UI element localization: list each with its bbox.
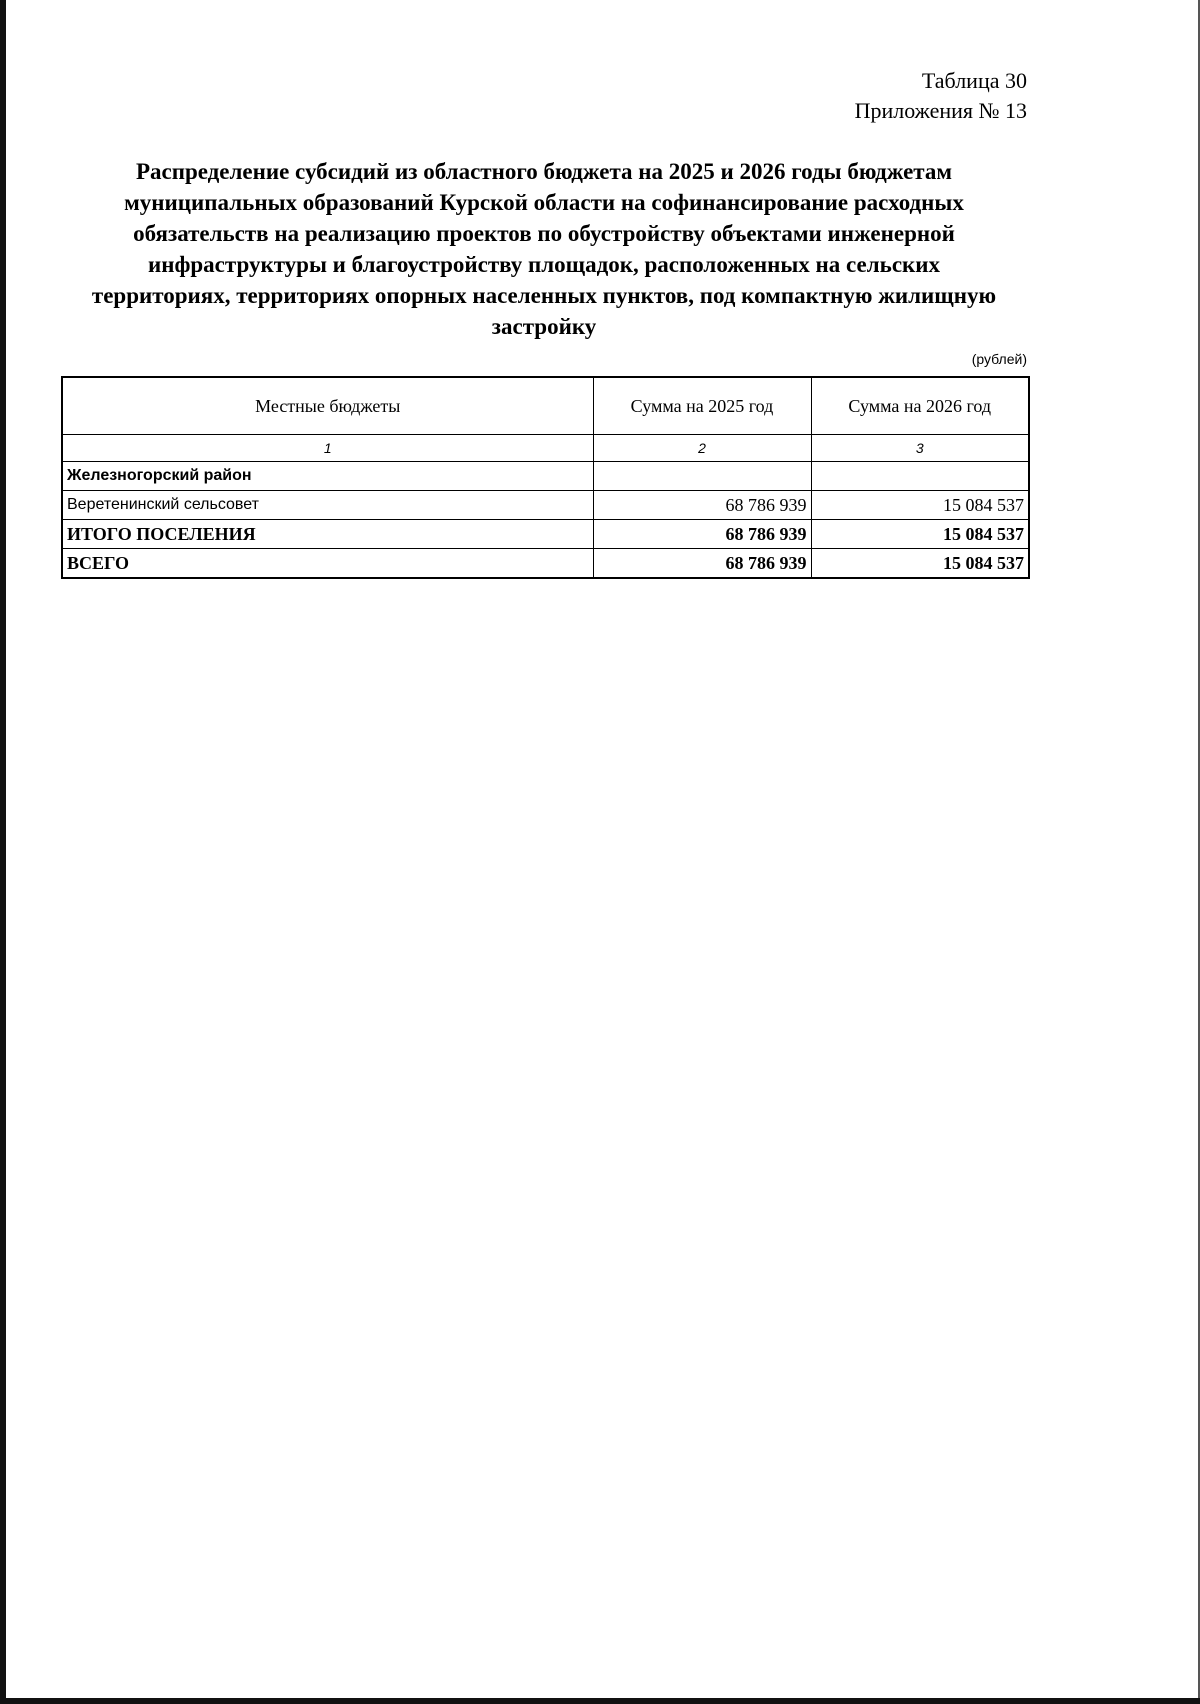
- table-row-total: [62, 549, 1029, 579]
- title-line: территориях, территориях опорных населенных пунктов, под компактную жилищную: [91, 283, 997, 308]
- row-value-2026: 15 084 537: [811, 549, 1029, 579]
- table-number: Таблица 30: [921, 68, 1027, 93]
- row-value-2025: [593, 462, 811, 491]
- column-header-2026: Сумма на 2026 год: [811, 377, 1029, 435]
- row-name: Веретенинский сельсовет: [62, 491, 593, 520]
- column-header-budgets: Местные бюджеты: [62, 377, 593, 435]
- scan-edge-bottom: [0, 1698, 1200, 1704]
- row-name: ВСЕГО: [62, 549, 593, 579]
- row-value-2025: 68 786 939: [593, 520, 811, 549]
- title-line: Распределение субсидий из областного бюджета на 2025 и 2026 годы бюджетам: [135, 159, 953, 184]
- title-line: застройку: [491, 314, 597, 339]
- appendix-number: Приложения № 13: [854, 98, 1027, 123]
- column-number: 3: [811, 435, 1029, 462]
- row-name: ИТОГО ПОСЕЛЕНИЯ: [62, 520, 593, 549]
- table-row: [62, 491, 1029, 520]
- row-value-2026: 15 084 537: [811, 520, 1029, 549]
- row-value-2025: 68 786 939: [593, 549, 811, 579]
- table-row: [62, 462, 1029, 491]
- title-line: обязательств на реализацию проектов по обустройству объектами инженерной: [133, 221, 955, 246]
- row-value-2026: [811, 462, 1029, 491]
- units-label: (рублей): [971, 351, 1027, 367]
- row-value-2025: 68 786 939: [593, 491, 811, 520]
- document-header: [855, 66, 1027, 126]
- scan-edge-left: [0, 0, 6, 1704]
- table-row-subtotal: [62, 520, 1029, 549]
- title-line: инфраструктуры и благоустройству площадок, расположенных на сельских: [147, 252, 941, 277]
- budget-table: [61, 376, 1030, 579]
- document-title: [60, 156, 1028, 342]
- table-header-row: [62, 377, 1029, 435]
- column-number: 2: [593, 435, 811, 462]
- row-name: Железногорский район: [62, 462, 593, 491]
- row-value-2026: 15 084 537: [811, 491, 1029, 520]
- column-number: 1: [62, 435, 593, 462]
- column-header-2025: Сумма на 2025 год: [593, 377, 811, 435]
- title-line: муниципальных образований Курской области на софинансирование расходных: [124, 190, 964, 215]
- column-number-row: [62, 435, 1029, 462]
